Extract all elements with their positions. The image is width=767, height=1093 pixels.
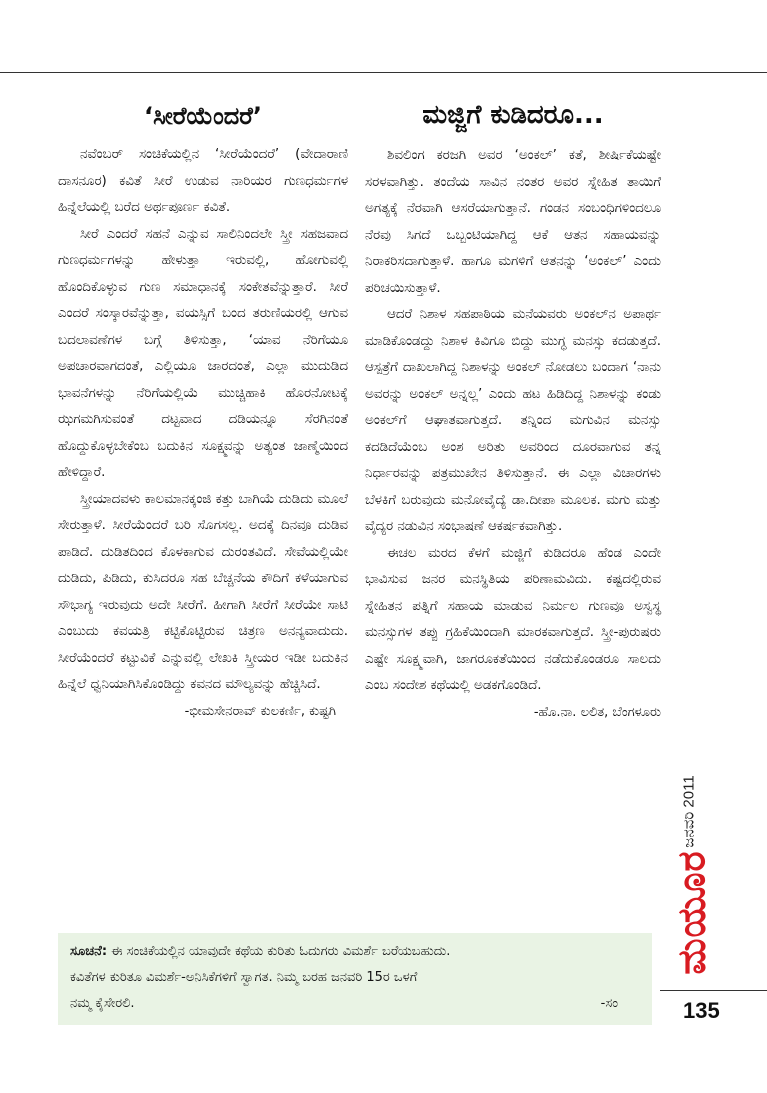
right-article-byline: -ಹೊ.ನಾ. ಲಲಿತ, ಬೆಂಗಳೂರು xyxy=(533,704,661,720)
magazine-logo xyxy=(668,851,716,973)
top-divider xyxy=(0,72,767,73)
left-paragraph-2: ಸೀರೆ ಎಂದರೆ ಸಹನೆ ಎನ್ನುವ ಸಾಲಿನಿಂದಲೇ ಸ್ತ್ರೀ ಸಹಜವಾದ ಗುಣಧರ್ಮಗಳನ್ನು ಹೇಳುತ್ತಾ ಇರುವಲ್ಲಿ, ಹೋಗುವಲ್ಲಿ ಹೊಂದಿಕೊಳ್ಳುವ ಗುಣ ಸಮಾಧಾನಕ್ಕೆ ಸಂಕೇತವೆನ್ನುತ್ತಾರೆ. ಸೀರೆ ಎಂದರೆ ಸಂಸ್ಕಾರವೆನ್ನುತ್ತಾ, ವಯಸ್ಸಿಗೆ ಬಂದ ತರುಣಿಯರಲ್ಲಿ ಆಗುವ ಬದಲಾವಣೆಗಳ ಬಗ್ಗೆ ತಿಳಿಸುತ್ತಾ, ‘ಯಾವ ನೆರಿಗೆಯೂ ಅಪಚಾರವಾಗದಂತೆ, ಎಲ್ಲಿಯೂ ಜಾರದಂತೆ, ಎಲ್ಲಾ ಮುದುಡಿದ ಭಾವನೆಗಳನ್ನು ನೆರಿಗೆಯಲ್ಲಿಯೆ ಮುಚ್ಚಿಹಾಕಿ ಹೊರನೋಟಕ್ಕೆ ಝಗಮಗಿಸುವಂತೆ ದಟ್ಟವಾದ ದಡಿಯನ್ನೂ ಸೆರಗಿನಂತೆ ಹೊದ್ದುಕೊಳ್ಳಬೇಕೆಂಬ ಬದುಕಿನ ಸೂಕ್ಷ್ಮವನ್ನು ಅತ್ಯಂತ ಜಾಣ್ಮೆಯಿಂದ ಹೇಳಿದ್ದಾರೆ. xyxy=(58,226,348,480)
notice-heading: ಸೂಚನೆ: xyxy=(70,944,108,959)
left-paragraph-3: ಸ್ತ್ರೀಯಾದವಳು ಕಾಲಮಾನಕ್ಕಂಜಿ ಕತ್ತು ಬಾಗಿಯೆ ದುಡಿದು ಮೂಲೆ ಸೇರುತ್ತಾಳೆ. ಸೀರೆಯೆಂದರೆ ಬರಿ ಸೊಗಸಲ್ಲ. ಅದಕ್ಕೆ ದಿನವೂ ದುಡಿವ ಪಾಡಿದೆ. ದುಡಿತದಿಂದ ಕೊಳಕಾಗುವ ದುರಂತವಿದೆ. ಸೇವೆಯಲ್ಲಿಯೇ ದುಡಿದು, ಪಿಡಿದು, ಕುಸಿದರೂ ಸಹ ಬೆಚ್ಚನೆಯ ಕೌದಿಗೆ ಕಳೆಯಾಗುವ ಸೌಭಾಗ್ಯ ಇರುವುದು ಅದೇ ಸೀರೆಗೆ. ಹೀಗಾಗಿ ಸೀರೆಗೆ ಸೀರೆಯೇ ಸಾಟಿ ಎಂಬುದು ಕವಯತ್ರಿ ಕಟ್ಟಿಕೊಟ್ಟಿರುವ ಚಿತ್ರಣ ಅನನ್ಯವಾದುದು. ಸೀರೆಯೆಂದರೆ ಕಟ್ಟುವಿಕೆ ಎನ್ನುವಲ್ಲಿ ಲೇಖಕಿ ಸ್ತ್ರೀಯರ ಇಡೀ ಬದುಕಿನ ಹಿನ್ನೆಲೆ ಧ್ವನಿಯಾಗಿಸಿಕೊಂಡಿದ್ದು ಕವನದ ಮೌಲ್ಯವನ್ನು ಹೆಚ್ಚಿಸಿದೆ. xyxy=(58,491,348,692)
left-article-title: ‘ಸೀರೆಯೆಂದರೆ’ xyxy=(143,102,262,130)
notice-line-1 xyxy=(70,939,640,965)
issue-date-text: ಜನವರಿ 2011 xyxy=(680,774,698,848)
left-article xyxy=(58,100,348,725)
notice-line-3: ನಮ್ಮ ಕೈಸೇರಲಿ. xyxy=(70,996,135,1011)
magazine-logo-text: ಮಯೂರ xyxy=(669,849,714,975)
left-article-byline: -ಭೀಮಸೇನರಾವ್ ಕುಲಕರ್ಣಿ, ಕುಷ್ಟಗಿ xyxy=(184,703,336,719)
notice-box xyxy=(58,933,652,1025)
right-paragraph-1: ಶಿವಲಿಂಗ ಕರಜಗಿ ಅವರ ‘ಅಂಕಲ್’ ಕತೆ, ಶೀರ್ಷಿಕೆಯಷ್ಟೇ ಸರಳವಾಗಿತ್ತು. ತಂದೆಯ ಸಾವಿನ ನಂತರ ಅವರ ಸ್ನೇಹಿತ ತಾಯಿಗೆ ಅಗತ್ಯಕ್ಕೆ ನೆರವಾಗಿ ಆಸರೆಯಾಗುತ್ತಾನೆ. ಗಂಡನ ಸಂಬಂಧಿಗಳಿಂದಲೂ ನೆರವು ಸಿಗದೆ ಒಬ್ಬಂಟಿಯಾಗಿದ್ದ ಆಕೆ ಆತನ ಸಹಾಯವನ್ನು ನಿರಾಕರಿಸದಾಗುತ್ತಾಳೆ. ಹಾಗೂ ಮಗಳಿಗೆ ಆತನನ್ನು ‘ಅಂಕಲ್’ ಎಂದು ಪರಿಚಯಿಸುತ್ತಾಳೆ. xyxy=(365,148,661,296)
right-article xyxy=(365,100,661,726)
notice-line-2: ಕವಿತೆಗಳ ಕುರಿತೂ ವಿಮರ್ಶೆ-ಅನಿಸಿಕೆಗಳಿಗೆ ಸ್ವಾಗತ. ನಿಮ್ಮ ಬರಹ ಜನವರಿ 15ರ ಒಳಗೆ xyxy=(70,970,418,985)
issue-date xyxy=(672,770,706,852)
page-number: 135 xyxy=(683,998,720,1023)
right-article-title: ಮಜ್ಜಿಗೆ ಕುಡಿದರೂ... xyxy=(422,100,604,130)
page-number-divider xyxy=(660,990,767,991)
right-paragraph-3: ಈಚಲ ಮರದ ಕೆಳಗೆ ಮಜ್ಜಿಗೆ ಕುಡಿದರೂ ಹೆಂಡ ಎಂದೇ ಭಾವಿಸುವ ಜನರ ಮನಸ್ಥಿತಿಯ ಪರಿಣಾಮವಿದು. ಕಷ್ಟದಲ್ಲಿರುವ ಸ್ನೇಹಿತನ ಪತ್ನಿಗೆ ಸಹಾಯ ಮಾಡುವ ನಿರ್ಮಲ ಗುಣವೂ ಅಸ್ವಸ್ಥ ಮನಸ್ಸುಗಳ ತಪ್ಪು ಗ್ರಹಿಕೆಯಿಂದಾಗಿ ಮಾರಕವಾಗುತ್ತದೆ. ಸ್ತ್ರೀ-ಪುರುಷರು ಎಷ್ಟೇ ಸೂಕ್ಷ್ಮವಾಗಿ, ಜಾಗರೂಕತೆಯಿಂದ ನಡೆದುಕೊಂಡರೂ ಸಾಲದು ಎಂಬ ಸಂದೇಶ ಕಥೆಯಲ್ಲಿ ಅಡಕಗೊಂಡಿದೆ. xyxy=(365,545,661,693)
left-paragraph-1: ನವೆಂಬರ್ ಸಂಚಿಕೆಯಲ್ಲಿನ ‘ಸೀರೆಯೆಂದರೆ’ (ವೇದಾರಾಣಿ ದಾಸನೂರ) ಕವಿತೆ ಸೀರೆ ಉಡುವ ನಾರಿಯರ ಗುಣಧರ್ಮಗಳ ಹಿನ್ನೆಲೆಯಲ್ಲಿ ಬರೆದ ಅರ್ಥಪೂರ್ಣ ಕವಿತೆ. xyxy=(58,147,348,215)
notice-text-1: ಈ ಸಂಚಿಕೆಯಲ್ಲಿನ ಯಾವುದೇ ಕಥೆಯ ಕುರಿತು ಓದುಗರು ವಿಮರ್ಶೆ ಬರೆಯಬಹುದು. xyxy=(107,944,451,959)
right-paragraph-2: ಆದರೆ ನಿಶಾಳ ಸಹಪಾಠಿಯ ಮನೆಯವರು ಅಂಕಲ್‌ನ ಅಪಾರ್ಥ ಮಾಡಿಕೊಂಡದ್ದು ನಿಶಾಳ ಕಿವಿಗೂ ಬಿದ್ದು ಮುಗ್ಧ ಮನಸ್ಸು ಕದಡುತ್ತದೆ. ಆಸ್ಪತ್ರೆಗೆ ದಾಖಲಾಗಿದ್ದ ನಿಶಾಳನ್ನು ಅಂಕಲ್ ನೋಡಲು ಬಂದಾಗ ‘ನಾನು ಅವರನ್ನು ಅಂಕಲ್ ಅನ್ನಲ್ಲ’ ಎಂದು ಹಟ ಹಿಡಿದಿದ್ದ ನಿಶಾಳನ್ನು ಕಂಡು ಅಂಕಲ್‌ಗೆ ಆಘಾತವಾಗುತ್ತದೆ. ತನ್ನಿಂದ ಮಗುವಿನ ಮನಸ್ಸು ಕದಡಿದೆಯೆಂಬ ಅಂಶ ಅರಿತು ಅವರಿಂದ ದೂರವಾಗುವ ತನ್ನ ನಿರ್ಧಾರವನ್ನು ಪತ್ರಮುಖೇನ ತಿಳಿಸುತ್ತಾನೆ. ಈ ಎಲ್ಲಾ ವಿಚಾರಗಳು ಬೆಳಕಿಗೆ ಬರುವುದು ಮನೋವೈದ್ಯೆ ಡಾ.ದೀಪಾ ಮೂಲಕ. ಮಗು ಮತ್ತು ವೈದ್ಯರ ನಡುವಿನ ಸಂಭಾಷಣೆ ಆಕರ್ಷಕವಾಗಿತ್ತು. xyxy=(365,307,661,534)
notice-signature: -ಸಂ xyxy=(600,996,618,1011)
